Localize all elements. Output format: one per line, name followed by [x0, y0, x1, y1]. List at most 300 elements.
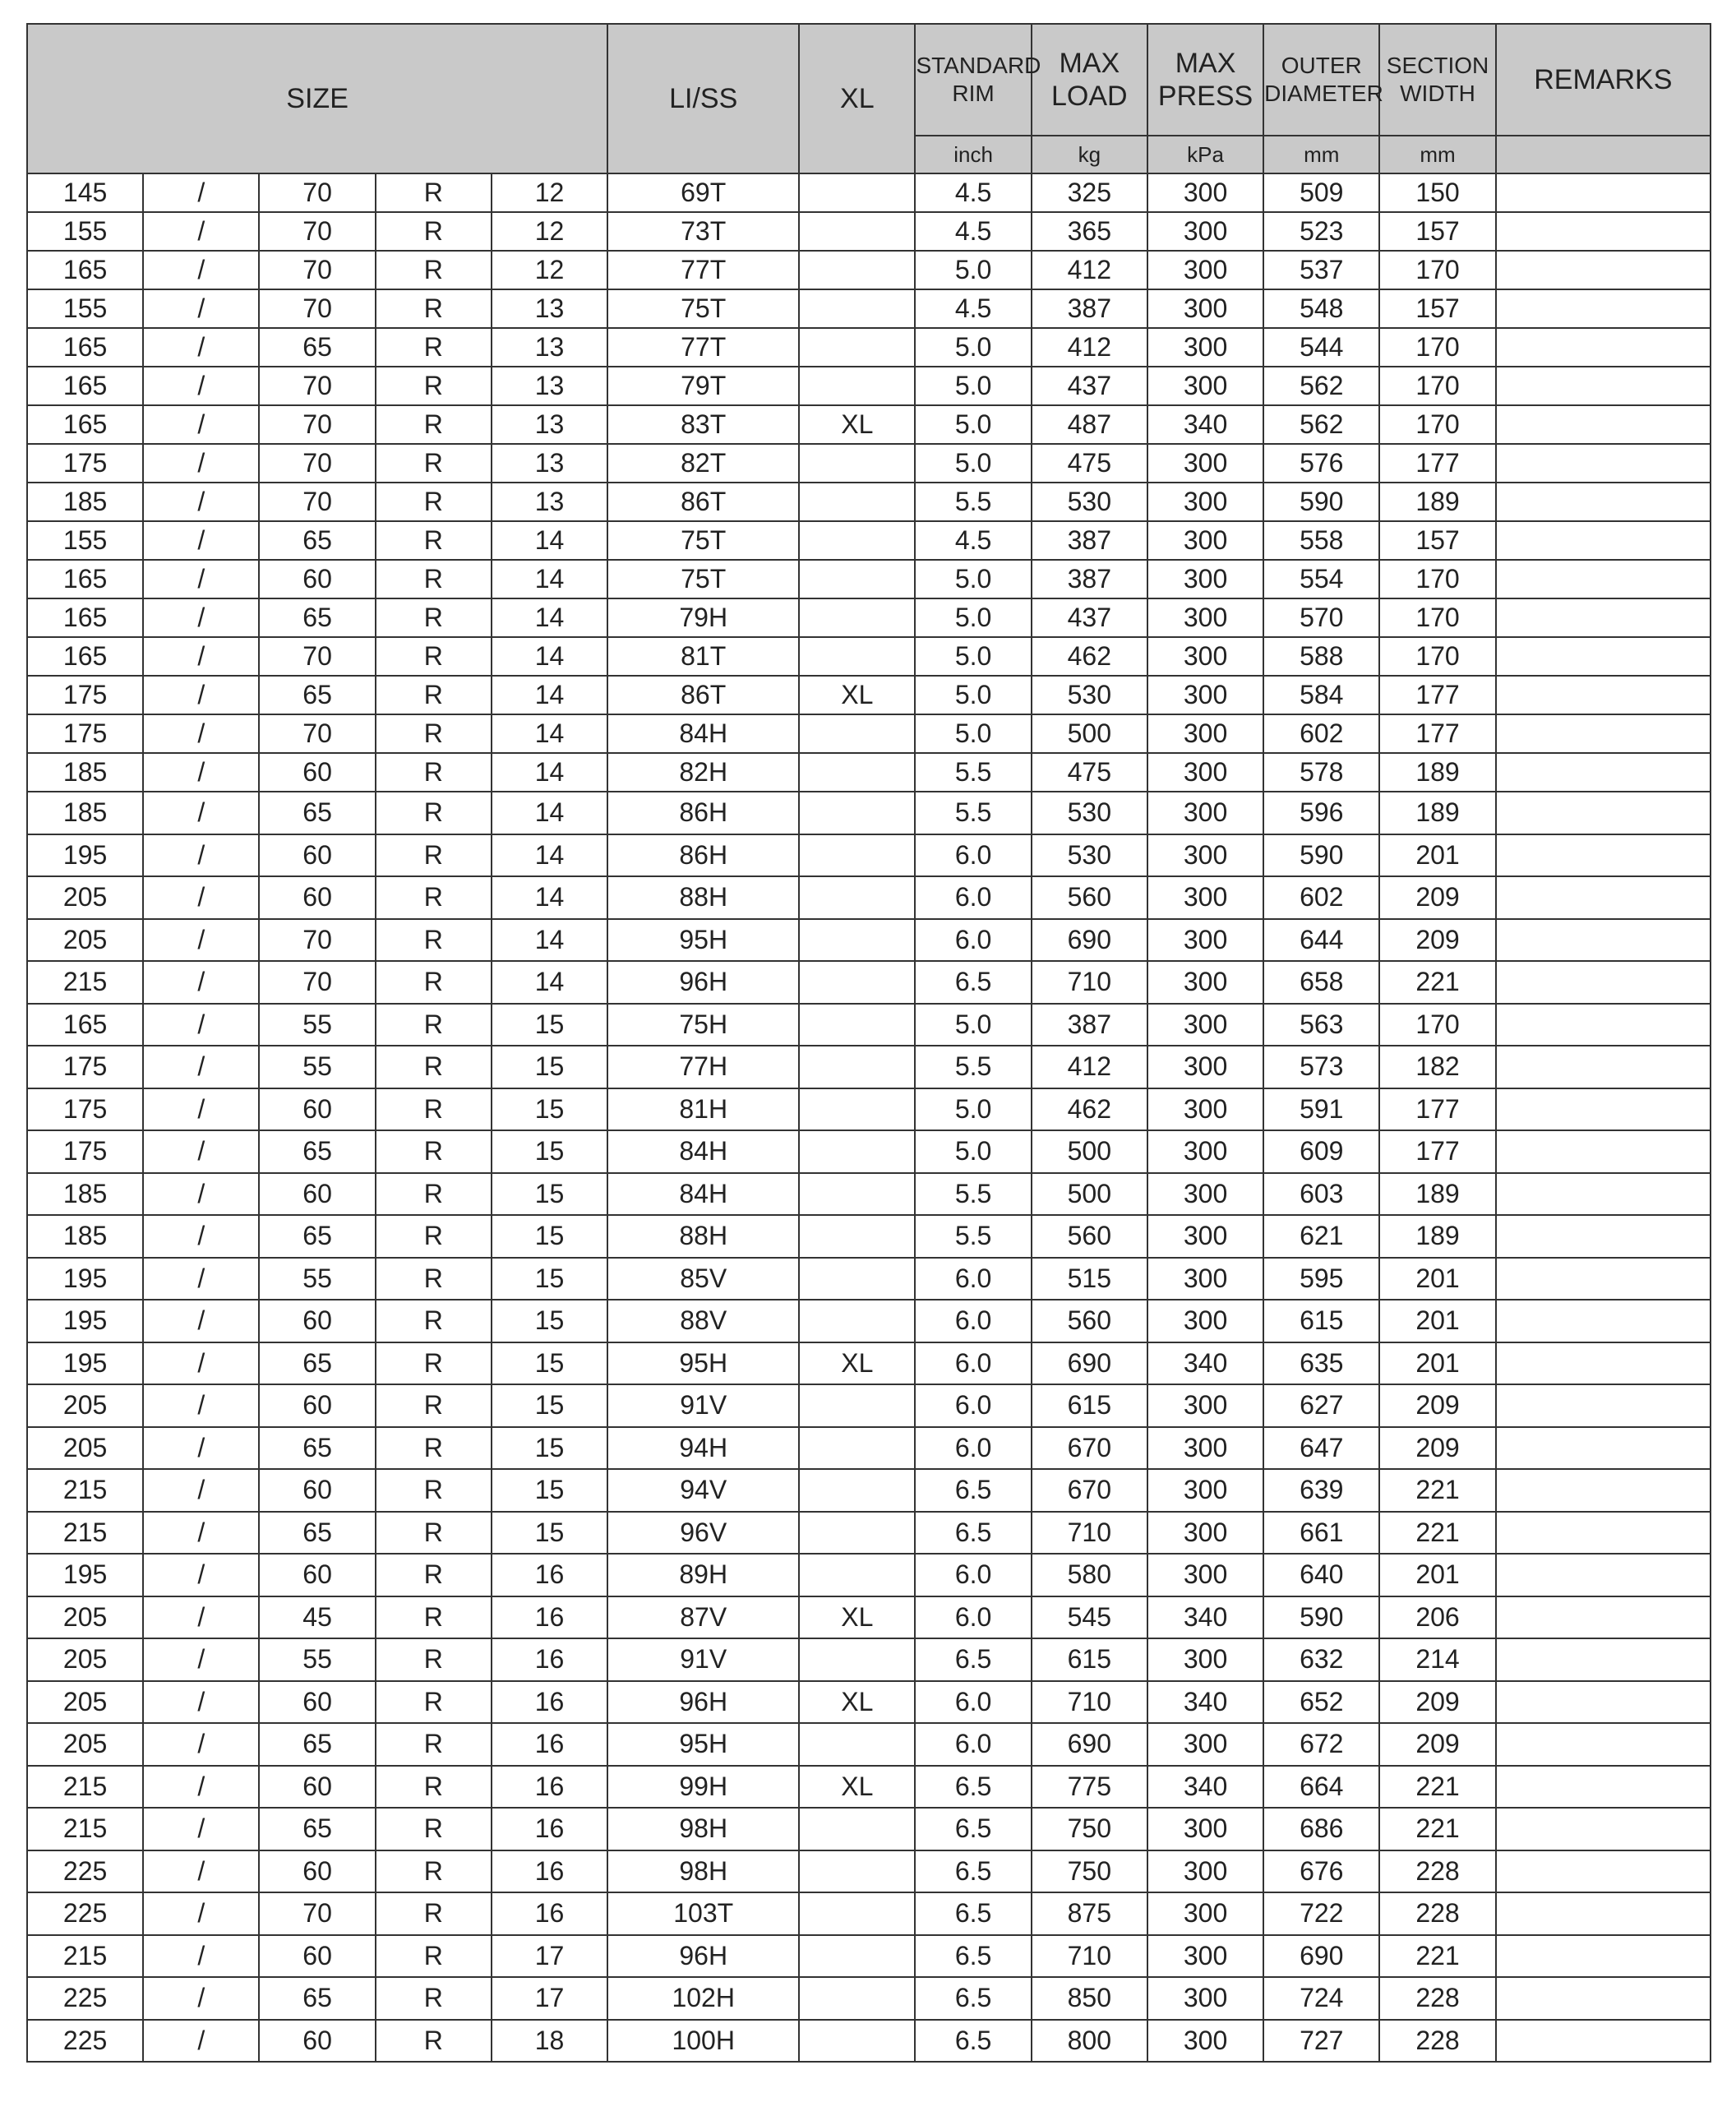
unit-outer-diameter: mm [1263, 136, 1379, 173]
cell-max-press: 300 [1147, 1554, 1263, 1596]
cell-li-ss: 95H [607, 1342, 799, 1385]
cell-remarks [1496, 2020, 1711, 2063]
cell-slash: / [143, 1300, 259, 1342]
cell-slash: / [143, 714, 259, 753]
cell-rim-dia: 13 [492, 405, 607, 444]
cell-section-width: 221 [1379, 1935, 1495, 1978]
header-remarks: REMARKS [1496, 24, 1711, 136]
cell-rim-dia: 14 [492, 876, 607, 919]
header-xl: XL [799, 24, 915, 173]
cell-outer-dia: 609 [1263, 1130, 1379, 1173]
cell-std-rim: 5.0 [915, 405, 1031, 444]
cell-max-load: 500 [1032, 714, 1147, 753]
cell-max-press: 300 [1147, 1088, 1263, 1131]
cell-construction: R [376, 1892, 492, 1935]
cell-xl [799, 212, 915, 251]
cell-rim-dia: 16 [492, 1892, 607, 1935]
cell-max-load: 412 [1032, 1046, 1147, 1088]
cell-rim-dia: 15 [492, 1088, 607, 1131]
cell-width: 215 [27, 1469, 143, 1512]
cell-max-press: 300 [1147, 367, 1263, 405]
cell-xl: XL [799, 1766, 915, 1809]
header-max-press-line2: PRESS [1157, 81, 1254, 112]
cell-max-press: 300 [1147, 521, 1263, 560]
cell-max-press: 300 [1147, 1977, 1263, 2020]
cell-max-load: 437 [1032, 367, 1147, 405]
cell-section-width: 170 [1379, 560, 1495, 598]
cell-construction: R [376, 173, 492, 212]
cell-max-load: 500 [1032, 1130, 1147, 1173]
cell-width: 195 [27, 1300, 143, 1342]
cell-slash: / [143, 1088, 259, 1131]
cell-outer-dia: 627 [1263, 1384, 1379, 1427]
cell-construction: R [376, 1130, 492, 1173]
cell-max-load: 775 [1032, 1766, 1147, 1809]
cell-remarks [1496, 328, 1711, 367]
cell-remarks [1496, 834, 1711, 877]
cell-max-press: 300 [1147, 1173, 1263, 1216]
cell-outer-dia: 686 [1263, 1808, 1379, 1850]
cell-slash: / [143, 1850, 259, 1893]
cell-section-width: 209 [1379, 1427, 1495, 1470]
cell-max-load: 387 [1032, 521, 1147, 560]
cell-remarks [1496, 1977, 1711, 2020]
cell-section-width: 189 [1379, 1173, 1495, 1216]
header-section-width-line2: WIDTH [1400, 81, 1475, 106]
cell-li-ss: 84H [607, 1173, 799, 1216]
cell-width: 175 [27, 444, 143, 483]
cell-rim-dia: 16 [492, 1681, 607, 1724]
cell-section-width: 206 [1379, 1596, 1495, 1639]
cell-rim-dia: 13 [492, 367, 607, 405]
cell-construction: R [376, 1554, 492, 1596]
cell-construction: R [376, 212, 492, 251]
unit-section-width: mm [1379, 136, 1495, 173]
cell-outer-dia: 672 [1263, 1723, 1379, 1766]
cell-aspect: 70 [259, 173, 375, 212]
cell-max-load: 750 [1032, 1850, 1147, 1893]
cell-width: 195 [27, 1554, 143, 1596]
cell-outer-dia: 632 [1263, 1638, 1379, 1681]
table-row [27, 1977, 1711, 2020]
cell-width: 165 [27, 637, 143, 676]
cell-construction: R [376, 961, 492, 1004]
cell-aspect: 60 [259, 2020, 375, 2063]
cell-remarks [1496, 1892, 1711, 1935]
cell-max-load: 710 [1032, 961, 1147, 1004]
cell-li-ss: 100H [607, 2020, 799, 2063]
cell-slash: / [143, 1427, 259, 1470]
cell-aspect: 65 [259, 676, 375, 714]
cell-remarks [1496, 1046, 1711, 1088]
cell-std-rim: 4.5 [915, 173, 1031, 212]
cell-rim-dia: 16 [492, 1850, 607, 1893]
cell-construction: R [376, 1638, 492, 1681]
cell-construction: R [376, 792, 492, 834]
cell-max-press: 300 [1147, 714, 1263, 753]
cell-max-press: 300 [1147, 1258, 1263, 1300]
cell-construction: R [376, 1342, 492, 1385]
cell-max-press: 300 [1147, 251, 1263, 289]
cell-remarks [1496, 1258, 1711, 1300]
cell-rim-dia: 16 [492, 1723, 607, 1766]
cell-max-load: 462 [1032, 1088, 1147, 1131]
cell-section-width: 209 [1379, 1681, 1495, 1724]
cell-section-width: 201 [1379, 1300, 1495, 1342]
cell-max-load: 710 [1032, 1935, 1147, 1978]
cell-max-press: 300 [1147, 598, 1263, 637]
cell-section-width: 170 [1379, 328, 1495, 367]
cell-aspect: 70 [259, 212, 375, 251]
cell-aspect: 60 [259, 876, 375, 919]
header-max-press [1147, 24, 1263, 136]
cell-rim-dia: 17 [492, 1935, 607, 1978]
cell-slash: / [143, 405, 259, 444]
cell-rim-dia: 14 [492, 676, 607, 714]
cell-construction: R [376, 676, 492, 714]
table-row [27, 1554, 1711, 1596]
cell-std-rim: 5.0 [915, 328, 1031, 367]
cell-section-width: 228 [1379, 1850, 1495, 1893]
cell-rim-dia: 15 [492, 1130, 607, 1173]
cell-width: 195 [27, 834, 143, 877]
cell-rim-dia: 15 [492, 1173, 607, 1216]
cell-xl [799, 1004, 915, 1046]
cell-std-rim: 5.0 [915, 598, 1031, 637]
cell-width: 205 [27, 919, 143, 962]
cell-rim-dia: 14 [492, 637, 607, 676]
cell-li-ss: 91V [607, 1638, 799, 1681]
cell-max-press: 340 [1147, 405, 1263, 444]
cell-max-press: 300 [1147, 1384, 1263, 1427]
cell-section-width: 228 [1379, 2020, 1495, 2063]
cell-section-width: 221 [1379, 1808, 1495, 1850]
cell-rim-dia: 13 [492, 289, 607, 328]
cell-width: 175 [27, 1088, 143, 1131]
cell-xl [799, 483, 915, 521]
table-row [27, 444, 1711, 483]
cell-xl [799, 2020, 915, 2063]
cell-std-rim: 6.0 [915, 1723, 1031, 1766]
cell-aspect: 70 [259, 961, 375, 1004]
cell-construction: R [376, 1723, 492, 1766]
cell-max-press: 300 [1147, 483, 1263, 521]
cell-construction: R [376, 876, 492, 919]
cell-max-press: 300 [1147, 1469, 1263, 1512]
cell-section-width: 157 [1379, 521, 1495, 560]
cell-construction: R [376, 1681, 492, 1724]
cell-remarks [1496, 1088, 1711, 1131]
cell-width: 215 [27, 1808, 143, 1850]
cell-remarks [1496, 919, 1711, 962]
cell-xl [799, 919, 915, 962]
cell-max-press: 300 [1147, 1130, 1263, 1173]
cell-max-press: 300 [1147, 1850, 1263, 1893]
header-section-width-line1: SECTION [1386, 53, 1489, 78]
cell-rim-dia: 14 [492, 961, 607, 1004]
cell-remarks [1496, 792, 1711, 834]
cell-section-width: 157 [1379, 289, 1495, 328]
cell-outer-dia: 603 [1263, 1173, 1379, 1216]
cell-section-width: 170 [1379, 367, 1495, 405]
cell-max-load: 387 [1032, 560, 1147, 598]
cell-li-ss: 79T [607, 367, 799, 405]
cell-construction: R [376, 919, 492, 962]
cell-outer-dia: 590 [1263, 834, 1379, 877]
cell-std-rim: 5.0 [915, 637, 1031, 676]
cell-max-load: 487 [1032, 405, 1147, 444]
cell-width: 175 [27, 1046, 143, 1088]
cell-max-press: 300 [1147, 212, 1263, 251]
cell-outer-dia: 596 [1263, 792, 1379, 834]
cell-li-ss: 85V [607, 1258, 799, 1300]
cell-section-width: 177 [1379, 714, 1495, 753]
cell-construction: R [376, 444, 492, 483]
cell-rim-dia: 15 [492, 1342, 607, 1385]
cell-aspect: 70 [259, 919, 375, 962]
cell-section-width: 209 [1379, 876, 1495, 919]
cell-slash: / [143, 876, 259, 919]
cell-max-press: 300 [1147, 1638, 1263, 1681]
cell-width: 225 [27, 1977, 143, 2020]
cell-li-ss: 87V [607, 1596, 799, 1639]
cell-section-width: 157 [1379, 212, 1495, 251]
cell-max-press: 300 [1147, 1808, 1263, 1850]
cell-aspect: 60 [259, 1088, 375, 1131]
header-standard-rim-line1: STANDARD [916, 53, 1041, 78]
cell-std-rim: 6.0 [915, 1681, 1031, 1724]
cell-li-ss: 98H [607, 1850, 799, 1893]
header-standard-rim [915, 24, 1041, 136]
cell-slash: / [143, 1130, 259, 1173]
cell-remarks [1496, 637, 1711, 676]
cell-xl [799, 1384, 915, 1427]
cell-slash: / [143, 1808, 259, 1850]
cell-aspect: 45 [259, 1596, 375, 1639]
cell-xl [799, 714, 915, 753]
cell-rim-dia: 14 [492, 834, 607, 877]
header-max-load [1032, 24, 1147, 136]
table-row [27, 251, 1711, 289]
cell-outer-dia: 588 [1263, 637, 1379, 676]
cell-width: 205 [27, 1681, 143, 1724]
cell-slash: / [143, 1046, 259, 1088]
cell-aspect: 65 [259, 1977, 375, 2020]
cell-aspect: 70 [259, 483, 375, 521]
cell-outer-dia: 647 [1263, 1427, 1379, 1470]
cell-section-width: 177 [1379, 676, 1495, 714]
cell-rim-dia: 16 [492, 1766, 607, 1809]
cell-max-load: 560 [1032, 1300, 1147, 1342]
header-max-press-line1: MAX [1175, 48, 1236, 79]
cell-width: 165 [27, 367, 143, 405]
cell-width: 215 [27, 1512, 143, 1555]
cell-max-press: 300 [1147, 2020, 1263, 2063]
cell-outer-dia: 652 [1263, 1681, 1379, 1724]
cell-remarks [1496, 1342, 1711, 1385]
cell-xl [799, 1935, 915, 1978]
cell-remarks [1496, 1638, 1711, 1681]
cell-section-width: 201 [1379, 1342, 1495, 1385]
cell-li-ss: 86H [607, 834, 799, 877]
cell-section-width: 170 [1379, 1004, 1495, 1046]
cell-rim-dia: 15 [492, 1384, 607, 1427]
cell-rim-dia: 15 [492, 1046, 607, 1088]
cell-rim-dia: 17 [492, 1977, 607, 2020]
cell-remarks [1496, 1512, 1711, 1555]
cell-outer-dia: 724 [1263, 1977, 1379, 2020]
table-row [27, 1130, 1711, 1173]
cell-outer-dia: 537 [1263, 251, 1379, 289]
cell-aspect: 60 [259, 1850, 375, 1893]
cell-li-ss: 84H [607, 1130, 799, 1173]
table-row [27, 212, 1711, 251]
cell-max-load: 325 [1032, 173, 1147, 212]
cell-max-load: 530 [1032, 676, 1147, 714]
cell-width: 165 [27, 598, 143, 637]
cell-std-rim: 6.5 [915, 1935, 1031, 1978]
cell-rim-dia: 12 [492, 212, 607, 251]
cell-width: 155 [27, 212, 143, 251]
cell-remarks [1496, 1004, 1711, 1046]
cell-xl [799, 1850, 915, 1893]
cell-outer-dia: 690 [1263, 1935, 1379, 1978]
cell-max-load: 710 [1032, 1681, 1147, 1724]
cell-rim-dia: 14 [492, 714, 607, 753]
cell-section-width: 182 [1379, 1046, 1495, 1088]
cell-section-width: 228 [1379, 1977, 1495, 2020]
cell-remarks [1496, 676, 1711, 714]
cell-section-width: 221 [1379, 1512, 1495, 1555]
cell-section-width: 189 [1379, 753, 1495, 792]
cell-outer-dia: 562 [1263, 405, 1379, 444]
cell-aspect: 65 [259, 1723, 375, 1766]
cell-slash: / [143, 1173, 259, 1216]
cell-construction: R [376, 598, 492, 637]
cell-width: 175 [27, 676, 143, 714]
cell-remarks [1496, 483, 1711, 521]
cell-li-ss: 69T [607, 173, 799, 212]
cell-outer-dia: 661 [1263, 1512, 1379, 1555]
cell-outer-dia: 635 [1263, 1342, 1379, 1385]
cell-max-press: 300 [1147, 1004, 1263, 1046]
cell-remarks [1496, 1850, 1711, 1893]
unit-remarks [1496, 136, 1711, 173]
cell-max-load: 475 [1032, 444, 1147, 483]
cell-max-press: 300 [1147, 444, 1263, 483]
cell-rim-dia: 13 [492, 483, 607, 521]
cell-max-load: 500 [1032, 1173, 1147, 1216]
cell-remarks [1496, 1723, 1711, 1766]
cell-max-press: 300 [1147, 876, 1263, 919]
cell-outer-dia: 544 [1263, 328, 1379, 367]
cell-construction: R [376, 834, 492, 877]
cell-max-press: 300 [1147, 328, 1263, 367]
cell-li-ss: 75H [607, 1004, 799, 1046]
cell-li-ss: 86T [607, 676, 799, 714]
cell-aspect: 60 [259, 1935, 375, 1978]
cell-std-rim: 6.5 [915, 1892, 1031, 1935]
cell-remarks [1496, 1681, 1711, 1724]
header-max-load-line2: LOAD [1051, 81, 1128, 112]
cell-construction: R [376, 1384, 492, 1427]
cell-li-ss: 77T [607, 328, 799, 367]
cell-construction: R [376, 1215, 492, 1258]
cell-max-load: 690 [1032, 919, 1147, 962]
cell-xl [799, 834, 915, 877]
cell-std-rim: 6.5 [915, 1766, 1031, 1809]
cell-li-ss: 94H [607, 1427, 799, 1470]
cell-construction: R [376, 367, 492, 405]
cell-max-press: 300 [1147, 961, 1263, 1004]
cell-xl [799, 876, 915, 919]
cell-construction: R [376, 1977, 492, 2020]
cell-remarks [1496, 1215, 1711, 1258]
cell-rim-dia: 15 [492, 1258, 607, 1300]
cell-section-width: 209 [1379, 919, 1495, 962]
cell-li-ss: 73T [607, 212, 799, 251]
cell-construction: R [376, 521, 492, 560]
cell-remarks [1496, 1130, 1711, 1173]
header-standard-rim-line2: RIM [952, 81, 995, 106]
tire-spec-table [26, 23, 1711, 2063]
cell-aspect: 70 [259, 637, 375, 676]
cell-rim-dia: 14 [492, 753, 607, 792]
cell-xl: XL [799, 1596, 915, 1639]
cell-max-press: 300 [1147, 1215, 1263, 1258]
cell-xl [799, 1300, 915, 1342]
cell-slash: / [143, 1384, 259, 1427]
cell-section-width: 170 [1379, 598, 1495, 637]
cell-std-rim: 5.0 [915, 676, 1031, 714]
table-row [27, 834, 1711, 877]
cell-rim-dia: 12 [492, 173, 607, 212]
cell-max-press: 300 [1147, 753, 1263, 792]
cell-aspect: 65 [259, 328, 375, 367]
cell-aspect: 70 [259, 1892, 375, 1935]
cell-xl [799, 1427, 915, 1470]
cell-construction: R [376, 1512, 492, 1555]
cell-max-press: 300 [1147, 1892, 1263, 1935]
cell-max-load: 545 [1032, 1596, 1147, 1639]
cell-width: 165 [27, 328, 143, 367]
cell-section-width: 189 [1379, 1215, 1495, 1258]
cell-section-width: 170 [1379, 405, 1495, 444]
cell-rim-dia: 15 [492, 1427, 607, 1470]
cell-li-ss: 96V [607, 1512, 799, 1555]
cell-slash: / [143, 483, 259, 521]
cell-width: 155 [27, 289, 143, 328]
cell-aspect: 60 [259, 1554, 375, 1596]
cell-max-press: 300 [1147, 1512, 1263, 1555]
cell-li-ss: 82T [607, 444, 799, 483]
table-row [27, 483, 1711, 521]
cell-std-rim: 6.5 [915, 1977, 1031, 2020]
cell-slash: / [143, 792, 259, 834]
cell-remarks [1496, 753, 1711, 792]
cell-slash: / [143, 2020, 259, 2063]
table-row [27, 560, 1711, 598]
cell-std-rim: 6.5 [915, 961, 1031, 1004]
table-row [27, 367, 1711, 405]
table-row [27, 328, 1711, 367]
cell-construction: R [376, 2020, 492, 2063]
cell-std-rim: 6.0 [915, 1258, 1031, 1300]
cell-max-load: 580 [1032, 1554, 1147, 1596]
cell-std-rim: 5.5 [915, 753, 1031, 792]
cell-rim-dia: 15 [492, 1215, 607, 1258]
header-section-width [1379, 24, 1495, 136]
